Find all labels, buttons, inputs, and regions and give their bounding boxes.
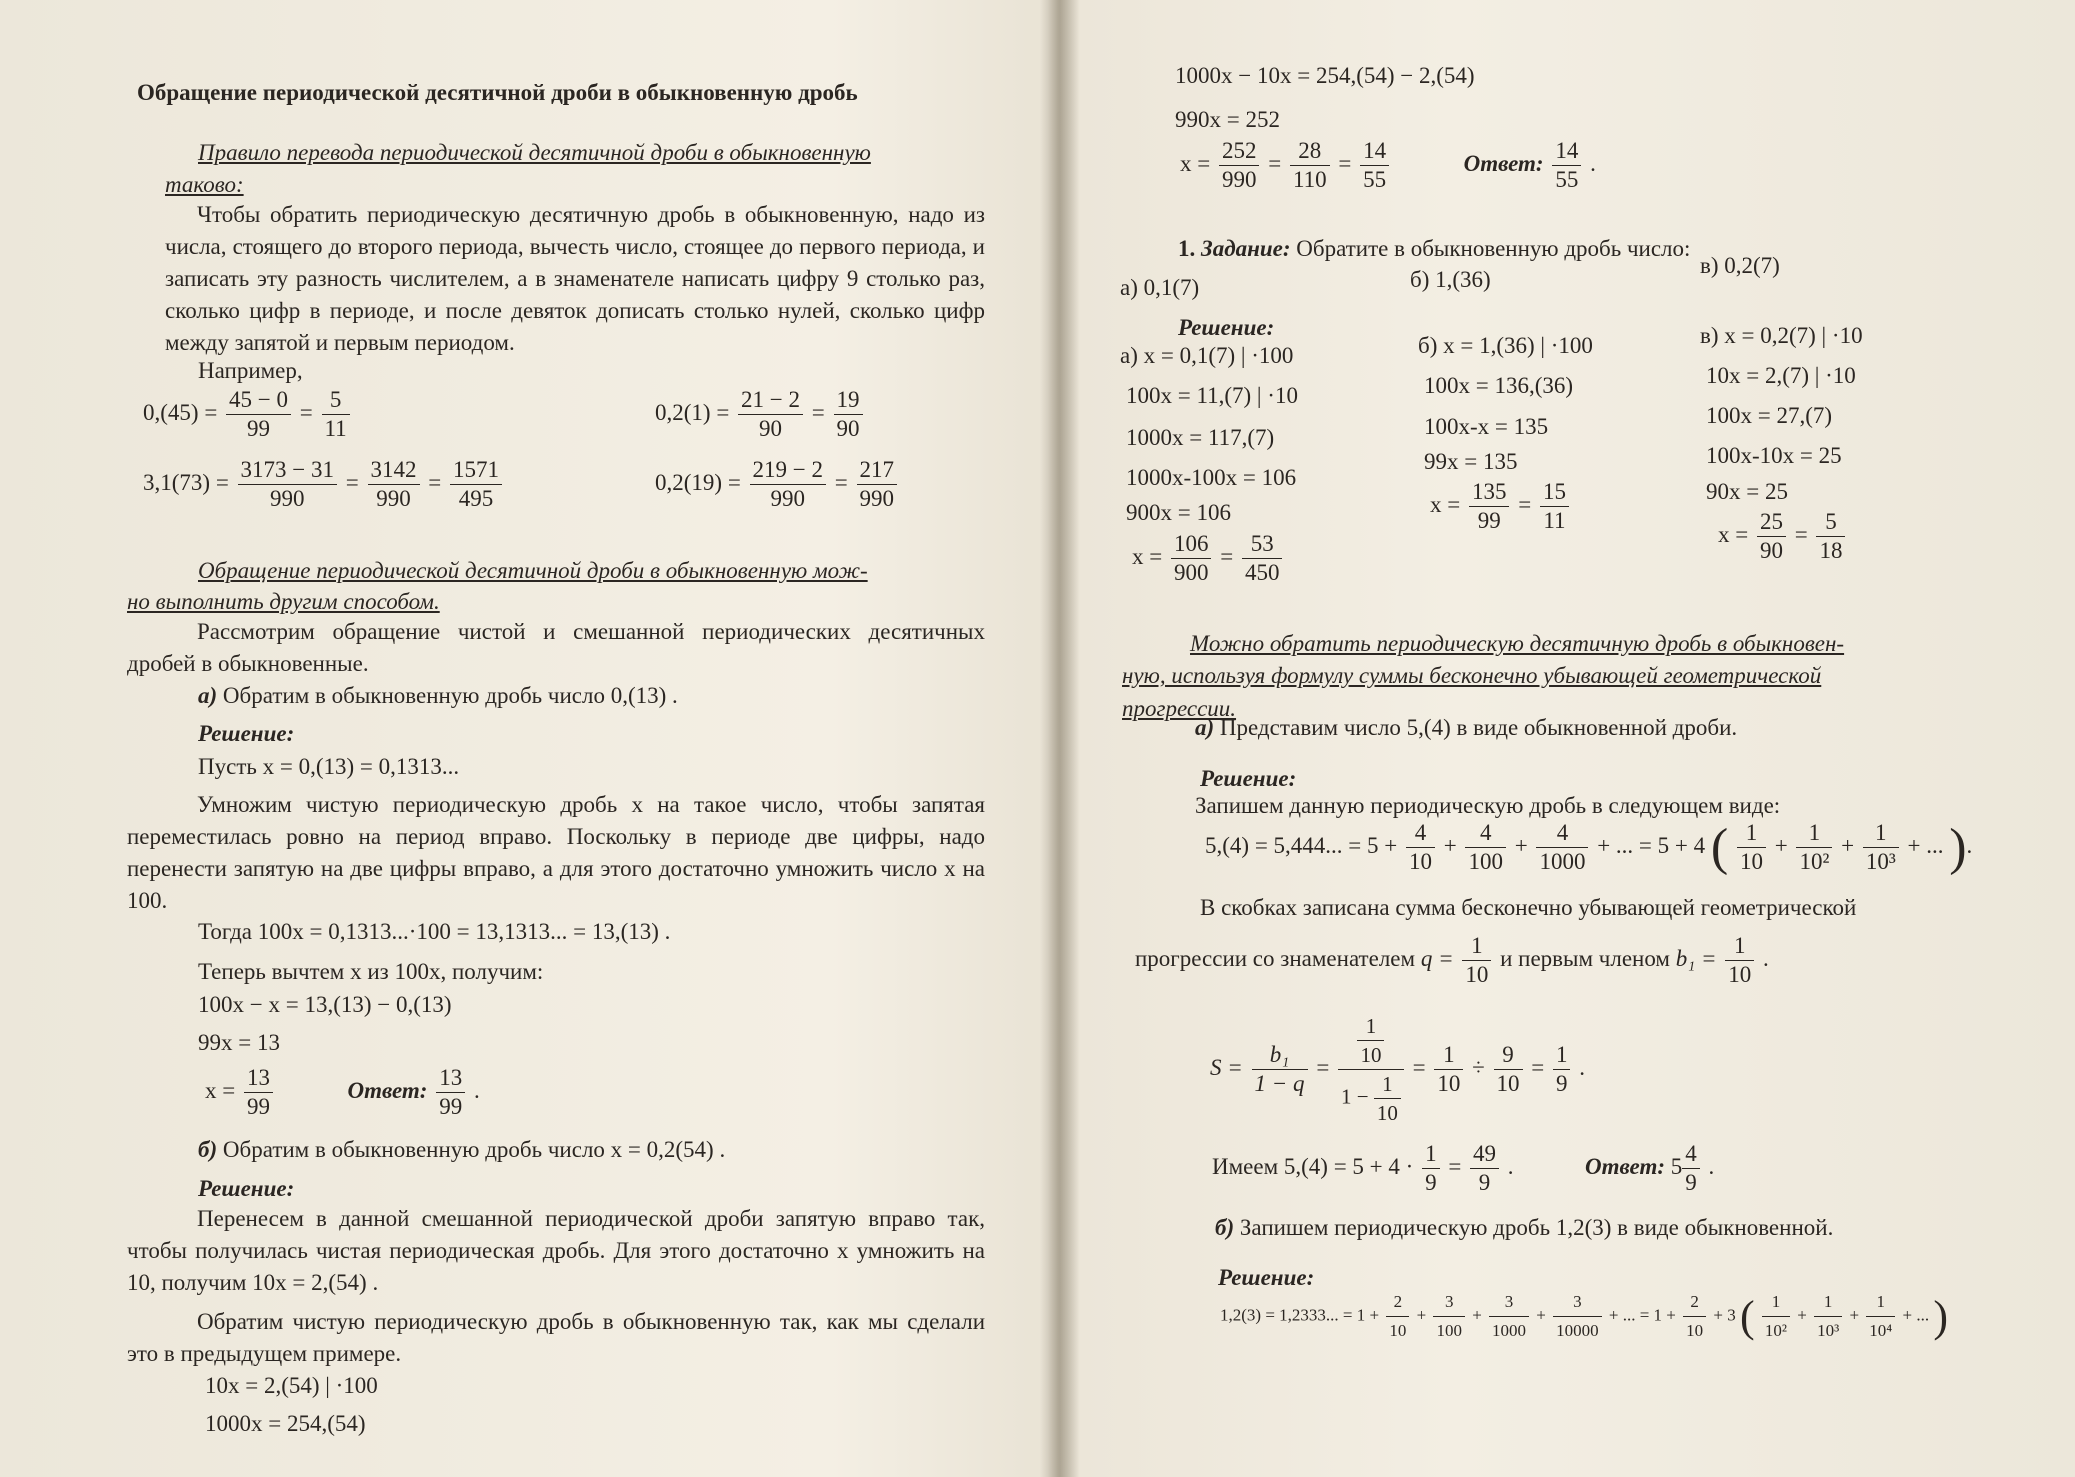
last-term-2 (1433, 1288, 1465, 1345)
col-a-n1: 106 (1171, 530, 1212, 559)
col-b-lhs: x = (1430, 491, 1461, 517)
ex3-n2: 3142 (368, 456, 420, 485)
col-a-line-3: 1000x = 117,(7) (1126, 425, 1275, 450)
consider-text: Рассмотрим обращение чистой и смешанной периодических десятичных дробей в обыкновенные. (127, 619, 985, 676)
brackets-text-line1: В скобках записана сумма бесконечно убывающей геометрической (1200, 895, 1857, 920)
col-a-line-5: 900x = 106 (1126, 500, 1231, 525)
series-expansion: 5,(4) = 5,444... = 5 + $\frac{4}{10}$ + $\frac{4}{100}$ + $\frac{4}{1000}$ + ... = 5 + 4 ( $\frac{1}{10}$ + $\frac{1}{\text{10²}}$ + $\frac{1}{\text{10³}}$ + ... ). (1205, 819, 1973, 876)
ex3-frac1 (238, 456, 337, 513)
write-text: Запишем данную периодическую дробь в следующем виде: (1195, 793, 1781, 818)
ex4-d2: 990 (859, 486, 895, 511)
col-c-d2: 18 (1819, 538, 1843, 563)
col-b-result: x = $\frac{135}{99}$ = $\frac{15}{11}$ (1430, 478, 1572, 535)
geo-part-b (1215, 1212, 1833, 1243)
other-heading-line2: но выполнить другим способом. (127, 589, 440, 614)
col-c-frac1 (1757, 508, 1786, 565)
equation-7: x = $\frac{252}{990}$ = $\frac{28}{110}$ = $\frac{14}{55}$ Ответ: $\frac{14}{55}$ . (1180, 138, 1596, 192)
equation-6: 990x = 252 (1175, 107, 1280, 132)
geo-part-a-text: Представим число 5,(4) в виде обыкновенной дроби. (1219, 715, 1738, 740)
ex1-frac1 (226, 386, 291, 443)
b1-frac (1725, 932, 1754, 989)
b1-text: и первым членом (1500, 945, 1670, 971)
last-term-1 (1386, 1288, 1409, 1345)
ex2-eq: = (811, 399, 825, 425)
col-a-frac2 (1242, 530, 1283, 587)
series2-term-1 (1737, 819, 1766, 876)
rule-text: Чтобы обратить периодическую десятичную дробь в обыкновенную, надо из числа, стоящего до второго периода, вычесть число, стоящее до первого периода, и записать эту разность числителем, а в знаменателе написать цифру 9 столько раз, сколько цифр в периоде, и после девяток дописать столько нулей, сколько цифр между запятой и первым периодом. (165, 202, 985, 355)
series-t2-d: 100 (1468, 849, 1503, 874)
eq7-frac1 (1219, 137, 1260, 194)
last2-term-1 (1762, 1288, 1790, 1345)
geo-solution-label: Решение: (1200, 766, 1297, 791)
example-3 (143, 456, 505, 513)
col-c-line-3: 100x = 27,(7) (1706, 403, 1833, 428)
sum-part-2 (1494, 1041, 1523, 1098)
ex2-lhs: 0,2(1) = (655, 399, 730, 425)
col-b-frac2 (1540, 478, 1569, 535)
x-result-a: x = $\frac{13}{99}$ Ответ: $\frac{13}{99}$ . (205, 1065, 480, 1119)
series-t3-d: 1000 (1539, 849, 1586, 874)
rule-heading-line2: таково: (165, 172, 244, 197)
last-t1-d: 10 (1389, 1321, 1407, 1340)
sum-p2-d: 10 (1496, 1071, 1520, 1096)
ex1-lhs: 0,(45) = (143, 399, 218, 425)
series-t1-n: 4 (1406, 819, 1435, 848)
last2-t2-n: 1 (1814, 1288, 1842, 1317)
ex4-n2: 217 (857, 456, 898, 485)
last-mid-d: 10 (1686, 1321, 1704, 1340)
col-c-line-2: 10x = 2,(7) | ·10 (1706, 363, 1856, 388)
last-term-3 (1489, 1288, 1529, 1345)
col-a-line-2: 100x = 11,(7) | ·10 (1126, 383, 1298, 408)
rule-heading-line1: Правило перевода периодической десятичной дроби в обыкновенную (198, 140, 871, 165)
last-expansion: 1,2(3) = 1,2333... = 1 + $\frac{2}{10}$ + $\frac{3}{100}$ + $\frac{3}{1000}$ + $\frac{3}{10000}$ + ... = 1 + $\frac{2}{10}$ + 3 ( $\frac{1}{\text{10²}}$ + $\frac{1}{\text{10³}}$ + $\frac{1}{\text{10⁴}}$ + ... ) (1220, 1288, 1948, 1345)
answer-num-a: 13 (436, 1064, 465, 1093)
geo-part-b-text: Запишем периодическую дробь 1,2(3) в виде обыкновенной. (1239, 1215, 1834, 1240)
task-c: в) 0,2(7) (1700, 253, 1780, 278)
eq7-frac2 (1290, 137, 1330, 194)
col-c-frac2 (1816, 508, 1845, 565)
sum-lhs: S = (1210, 1054, 1243, 1080)
sum-part-1 (1434, 1041, 1463, 1098)
part-b (198, 1134, 725, 1165)
have-text: Имеем 5,(4) = 5 + 4 · (1212, 1153, 1414, 1179)
col-a-n2: 53 (1242, 530, 1283, 559)
last-t3-d: 1000 (1492, 1321, 1527, 1340)
col-b-line-1: б) x = 1,(36) | ·100 (1418, 333, 1593, 358)
answer-label-7: Ответ: (1463, 150, 1544, 176)
mixed-frac (1682, 1140, 1700, 1197)
last-t2-n: 3 (1433, 1288, 1465, 1317)
series-end: + ... (1907, 832, 1944, 858)
last-t3-n: 3 (1489, 1288, 1529, 1317)
col-c-lhs: x = (1718, 521, 1749, 547)
have-line: Имеем 5,(4) = 5 + 4 · $\frac{1}{9}$ = $\frac{49}{9}$ . Ответ: 5 $\frac{4}{9}$ . (1212, 1141, 1715, 1195)
have-d1: 9 (1425, 1170, 1437, 1195)
series-term-3 (1536, 819, 1588, 876)
ex1-n2: 5 (322, 386, 350, 415)
ex4-n1: 219 − 2 (750, 456, 826, 485)
solution-label-a: Решение: (198, 721, 295, 746)
geo-part-a-label: а) (1195, 715, 1215, 740)
eq7-d2: 110 (1292, 167, 1327, 192)
mixed-num: 4 (1682, 1140, 1700, 1169)
move-text: Перенесем в данной смешанной периодической дроби запятую вправо так, чтобы получилась чистая периодическая дробь. Для этого достаточно x умножить на 10, получим 10x = 2,(54) . (127, 1206, 985, 1295)
x-frac-a (244, 1064, 273, 1121)
last2-t2-d: 10³ (1817, 1321, 1840, 1340)
answer-label-a: Ответ: (347, 1077, 428, 1103)
sum-den: 1 − q (1254, 1071, 1305, 1096)
col-a-result: x = $\frac{106}{900}$ = $\frac{53}{450}$ (1132, 530, 1285, 587)
sum-cn-d: 10 (1360, 1043, 1382, 1067)
mixed-whole: 5 (1670, 1153, 1683, 1179)
example-1 (143, 386, 353, 443)
geo-part-a (1195, 712, 1737, 743)
last2-t3-d: 10⁴ (1869, 1321, 1893, 1340)
subtract-text: Теперь вычтем x из 100x, получим: (198, 959, 544, 984)
equation-4: 1000x = 254,(54) (205, 1411, 366, 1436)
ex3-frac2 (368, 456, 420, 513)
col-a-lhs: x = (1132, 543, 1163, 569)
last-term-4 (1553, 1288, 1602, 1345)
example-2 (655, 386, 866, 443)
progression-text: прогрессии со знаменателем (1135, 945, 1416, 971)
series-term-2 (1465, 819, 1506, 876)
last2-t1-d: 10² (1764, 1321, 1787, 1340)
series2-term-3 (1863, 819, 1899, 876)
series-t3-n: 4 (1536, 819, 1588, 848)
series2-t1-n: 1 (1737, 819, 1766, 848)
geo-heading-line1: Можно обратить периодическую десятичную дробь в обыкновен- (1190, 631, 1845, 656)
series-lhs: 5,(4) = 5,444... = 5 + (1205, 832, 1398, 858)
task-a: а) 0,1(7) (1120, 275, 1200, 300)
ex2-frac2 (834, 386, 863, 443)
col-c-line-5: 90x = 25 (1706, 479, 1788, 504)
equation-2: 99x = 13 (198, 1030, 280, 1055)
task-line (1178, 233, 1690, 264)
task-number: 1. (1178, 236, 1196, 261)
b1-num: 1 (1725, 932, 1754, 961)
last-mid-frac (1683, 1288, 1706, 1345)
col-a-line-4: 1000x-100x = 106 (1126, 465, 1297, 490)
answer-label-geo: Ответ: (1585, 1153, 1665, 1179)
sum-complex-frac (1338, 1012, 1404, 1127)
have-d2: 9 (1478, 1170, 1491, 1195)
col-b-d2: 11 (1543, 508, 1566, 533)
ex2-n2: 19 (834, 386, 863, 415)
geo-heading-line3: прогрессии. (1122, 696, 1237, 721)
have-frac1 (1422, 1140, 1440, 1197)
let-text: Пусть x = 0,(13) = 0,1313... (198, 754, 460, 779)
last-mid: + ... = 1 + (1608, 1305, 1676, 1325)
last-t4-d: 10000 (1556, 1321, 1599, 1340)
have-frac2 (1470, 1140, 1499, 1197)
equation-1: 100x − x = 13,(13) − 0,(13) (198, 992, 452, 1017)
sum-frac (1252, 1041, 1308, 1098)
last-mid-n: 2 (1683, 1288, 1706, 1317)
convert-text: Обратим чистую периодическую дробь в обыкновенную так, как мы сделали это в предыдущем примере. (127, 1309, 985, 1366)
eq7-n2: 28 (1290, 137, 1330, 166)
answer-frac-a (436, 1064, 465, 1121)
q-frac (1462, 932, 1491, 989)
ex1-eq: = (299, 399, 313, 425)
sum-p1-n: 1 (1434, 1041, 1463, 1070)
series2-t1-d: 10 (1739, 849, 1763, 874)
sum-num: b₁ (1252, 1041, 1308, 1070)
ex3-d1: 990 (270, 486, 305, 511)
geo-heading-line2: ную, используя формулу суммы бесконечно убывающей геометрической (1122, 663, 1822, 688)
ex3-lhs: 3,1(73) = (143, 469, 229, 495)
col-a-d2: 450 (1244, 560, 1280, 585)
last2-term-2 (1814, 1288, 1842, 1345)
sum-complex-num (1338, 1012, 1404, 1070)
col-c-d1: 90 (1759, 538, 1783, 563)
last2-t1-n: 1 (1762, 1288, 1790, 1317)
answer-frac-7 (1552, 137, 1581, 194)
answer-den-7: 55 (1555, 167, 1579, 192)
col-b-d1: 99 (1477, 508, 1501, 533)
example-label: Например, (198, 358, 303, 383)
col-c-n2: 5 (1816, 508, 1845, 537)
eq7-d3: 55 (1363, 167, 1387, 192)
ex4-frac1 (750, 456, 826, 513)
col-a-line-1: а) x = 0,1(7) | ·100 (1120, 343, 1294, 368)
sum-complex-den: 1 − $\frac{1}{10}$ (1338, 1070, 1404, 1127)
series2-t3-n: 1 (1863, 819, 1899, 848)
ex3-n3: 1571 (450, 456, 502, 485)
have-n2: 49 (1470, 1140, 1499, 1169)
ex2-d1: 90 (759, 416, 783, 441)
geo-b-solution-label: Решение: (1218, 1265, 1315, 1290)
answer-num-7: 14 (1552, 137, 1581, 166)
have-n1: 1 (1422, 1140, 1440, 1169)
task-b: б) 1,(36) (1410, 267, 1491, 292)
geo-part-b-label: б) (1215, 1215, 1235, 1240)
ex3-eq2: = (428, 469, 442, 495)
col-b-n2: 15 (1540, 478, 1569, 507)
b1-den: 10 (1728, 962, 1752, 987)
last-t4-n: 3 (1553, 1288, 1602, 1317)
task-solution-label: Решение: (1178, 315, 1275, 340)
col-a-d1: 900 (1173, 560, 1209, 585)
multiply-text: Умножим чистую периодическую дробь x на такое число, чтобы запятая переместилась ровно на период вправо. Поскольку в периоде две цифры, надо перенести запятую на две цифры вправо, а для этого достаточно умножить число x на 100. (127, 792, 985, 913)
ex2-d2: 90 (836, 416, 860, 441)
ex1-frac2 (322, 386, 350, 443)
last-three: + 3 (1713, 1305, 1736, 1325)
answer-den-a: 99 (439, 1094, 463, 1119)
part-b-label: б) (198, 1137, 218, 1162)
eq7-lhs: x = (1180, 150, 1211, 176)
col-b-line-3: 100x-x = 135 (1424, 414, 1549, 439)
solution-label-b: Решение: (198, 1176, 295, 1201)
part-b-text: Обратим в обыкновенную дробь число x = 0,2(54) . (222, 1137, 726, 1162)
col-b-line-4: 99x = 135 (1424, 449, 1518, 474)
q-den: 10 (1465, 962, 1489, 987)
sum-p2-n: 9 (1494, 1041, 1523, 1070)
last-lhs: 1,2(3) = 1,2333... = 1 + (1220, 1305, 1380, 1325)
page-title: Обращение периодической десятичной дроби в обыкновенную дробь (137, 80, 858, 105)
other-heading-line1: Обращение периодической десятичной дроби в обыкновенную мож- (198, 558, 868, 583)
series2-t3-d: 10³ (1865, 849, 1896, 874)
ex1-d1: 99 (247, 416, 271, 441)
right-page (1060, 0, 2075, 1477)
series-t1-d: 10 (1408, 849, 1432, 874)
series-t2-n: 4 (1465, 819, 1506, 848)
last2-term-3 (1866, 1288, 1895, 1345)
ex1-d2: 11 (324, 416, 347, 441)
col-c-line-4: 100x-10x = 25 (1706, 443, 1842, 468)
eq7-n3: 14 (1360, 137, 1389, 166)
ex3-frac3 (450, 456, 502, 513)
sum-p3-n: 1 (1553, 1041, 1571, 1070)
series2-term-2 (1796, 819, 1832, 876)
ex2-n1: 21 − 2 (738, 386, 803, 415)
ex4-eq: = (834, 469, 848, 495)
ex4-d1: 990 (770, 486, 806, 511)
task-label: Задание: (1201, 236, 1291, 261)
ex2-frac1 (738, 386, 803, 443)
brackets-text-line2: прогрессии со знаменателем q = $\frac{1}{10}$ и первым членом b₁ = $\frac{1}{10}$ . (1135, 933, 1769, 987)
col-c-n1: 25 (1757, 508, 1786, 537)
ex3-eq1: = (345, 469, 359, 495)
eq7-d1: 990 (1221, 167, 1257, 192)
ex3-d3: 495 (458, 486, 494, 511)
sum-p3-d: 9 (1555, 1071, 1568, 1096)
task-text: Обратите в обыкновенную дробь число: (1296, 236, 1691, 261)
ex4-lhs: 0,2(19) = (655, 469, 741, 495)
col-a-frac1 (1171, 530, 1212, 587)
last2-t3-n: 1 (1866, 1288, 1895, 1317)
ex3-n1: 3173 − 31 (238, 456, 337, 485)
ex1-n1: 45 − 0 (226, 386, 291, 415)
part-a-label: а) (198, 683, 218, 708)
then-text: Тогда 100x = 0,1313...·100 = 13,1313... = 13,(13) . (198, 919, 671, 944)
x-num-a: 13 (244, 1064, 273, 1093)
col-c-result: x = $\frac{25}{90}$ = $\frac{5}{18}$ (1718, 508, 1848, 565)
last-end: + ... (1902, 1305, 1930, 1325)
sum-p1-d: 10 (1437, 1071, 1461, 1096)
part-a-text: Обратим в обыкновенную дробь число 0,(13) . (222, 683, 678, 708)
last-t1-n: 2 (1386, 1288, 1409, 1317)
sum-cn-n: 1 (1357, 1012, 1384, 1041)
ex3-d2: 990 (376, 486, 411, 511)
col-b-line-2: 100x = 136,(36) (1424, 373, 1574, 398)
col-b-n1: 135 (1469, 478, 1510, 507)
eq7-n1: 252 (1219, 137, 1260, 166)
series-term-1 (1406, 819, 1435, 876)
q-eq: q = (1420, 945, 1454, 971)
equation-3: 10x = 2,(54) | ·100 (205, 1373, 378, 1398)
col-b-frac1 (1469, 478, 1510, 535)
sum-formula: S = $\frac{\text{b₁}}{1 - q}$ = $\frac{1}{10}$ 1 − $\frac{1}{10}$ = $\frac{1}{10}$ ÷ $\frac{9}{10}$ = $\frac{1}{9}$ . (1210, 1014, 1585, 1125)
eq7-frac3 (1360, 137, 1389, 194)
equation-5: 1000x − 10x = 254,(54) − 2,(54) (1175, 63, 1475, 88)
q-num: 1 (1462, 932, 1491, 961)
part-a (198, 680, 678, 711)
example-4 (655, 456, 900, 513)
x-eq-a: x = (205, 1077, 236, 1103)
x-den-a: 99 (246, 1094, 270, 1119)
sum-part-3 (1553, 1041, 1571, 1098)
b1-eq: b₁ = (1675, 945, 1717, 971)
series2-t2-n: 1 (1796, 819, 1832, 848)
series2-t2-d: 10² (1799, 849, 1830, 874)
col-c-line-1: в) x = 0,2(7) | ·10 (1700, 323, 1863, 348)
mixed-den: 9 (1685, 1170, 1697, 1195)
ex4-frac2 (857, 456, 898, 513)
series-mid: + ... = 5 + 4 (1597, 832, 1706, 858)
last-t2-d: 100 (1436, 1321, 1462, 1340)
